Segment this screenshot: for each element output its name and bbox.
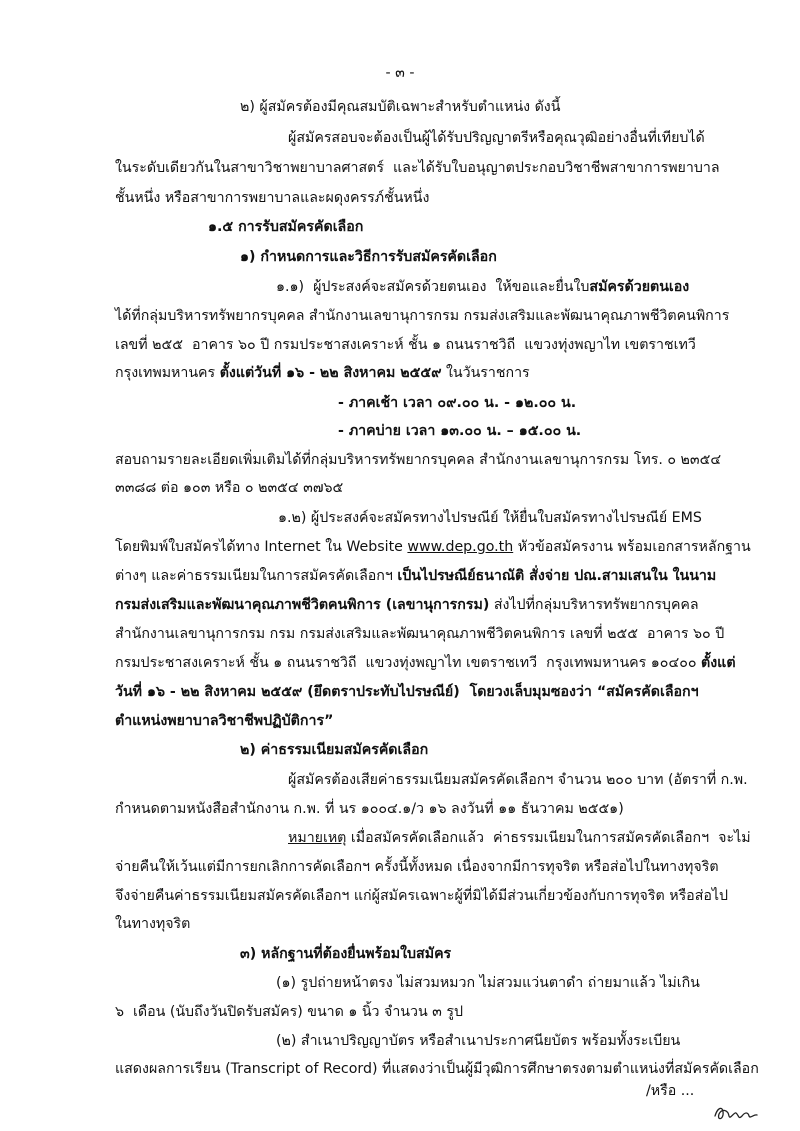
bold-text: - ภาคบ่าย เวลา ๑๓.๐๐ น. – ๑๕.๐๐ น. <box>338 423 582 439</box>
text-line <box>0 798 800 820</box>
text-line <box>0 362 800 384</box>
text-line <box>0 623 800 645</box>
text-line <box>0 885 800 907</box>
text-segment: เลขที่ ๒๕๕ อาคาร ๖๐ ปี กรมประชาสงเคราะห์ ชั้น ๑ ถนนราชวิถี แขวงทุ่งพญาไท เขตราชเทวี <box>115 337 696 353</box>
continuation-marker: /หรือ ... <box>646 1083 695 1099</box>
text-segment: ในทางทุจริต <box>115 916 191 932</box>
text-segment: ๓๓๘๘ ต่อ ๑๐๓ หรือ ๐ ๒๓๕๔ ๓๗๖๕ <box>115 480 344 496</box>
text-line <box>0 739 800 761</box>
text-line <box>0 157 800 179</box>
text-line <box>0 536 800 558</box>
text-line <box>0 246 800 268</box>
text-segment: แสดงผลการเรียน (Transcript of Record) ที่แสดงว่าเป็นผู้มีวุฒิการศึกษาตรงตามตำแหน่งที่สมัครคัดเลือก <box>115 1061 759 1077</box>
text-line <box>0 943 800 965</box>
bold-text: สมัครด้วยตนเอง <box>589 279 690 295</box>
text-segment: จ่ายคืนให้เว้นแต่มีการยกเลิกการคัดเลือกฯ ครั้งนี้ทั้งหมด เนื่องจากมีการทุจริต หรือส่อไปในทางทุจริต <box>115 859 719 875</box>
text-segment: ในระดับเดียวกันในสาขาวิชาพยาบาลศาสตร์ และได้รับใบอนุญาตประกอบวิชาชีพสาขาการพยาบาล <box>115 160 720 176</box>
bold-text: วันที่ ๑๖ - ๒๒ สิงหาคม ๒๕๕๙ (ยึดตราประทับไปรษณีย์) โดยวงเล็บมุมซองว่า “สมัครคัดเลือกฯ <box>115 684 699 700</box>
text-line <box>0 856 800 878</box>
initials-signature <box>712 1100 762 1124</box>
text-line <box>0 652 800 674</box>
bold-text: ตั้งแต่วันที่ ๑๖ - ๒๒ สิงหาคม ๒๕๕๙ <box>219 365 442 381</box>
text-line <box>0 334 800 356</box>
text-line <box>0 1030 800 1052</box>
text-segment: ๑.๒) ผู้ประสงค์จะสมัครทางไปรษณีย์ ให้ยื่นใบสมัครทางไปรษณีย์ EMS <box>278 510 702 526</box>
text-line <box>0 769 800 791</box>
text-line <box>0 972 800 994</box>
text-line <box>0 565 800 587</box>
bold-text: กรมส่งเสริมและพัฒนาคุณภาพชีวิตคนพิการ (เลขานุการกรม) <box>115 597 490 613</box>
text-line <box>0 187 800 209</box>
text-segment: ๒) ผู้สมัครต้องมีคุณสมบัติเฉพาะสำหรับตำแหน่ง ดังนี้ <box>240 99 561 115</box>
text-line <box>0 477 800 499</box>
text-segment: หัวข้อสมัครงาน พร้อมเอกสารหลักฐาน <box>513 539 751 555</box>
text-line <box>0 1058 800 1080</box>
text-segment: ต่างๆ และค่าธรรมเนียมในการสมัครคัดเลือกฯ <box>115 568 398 584</box>
text-line <box>0 710 800 732</box>
text-segment: กรุงเทพมหานคร <box>115 365 220 381</box>
text-line <box>0 681 800 703</box>
text-segment: สำนักงานเลขานุการกรม กรม กรมส่งเสริมและพัฒนาคุณภาพชีวิตคนพิการ เลขที่ ๒๕๕ อาคาร ๖๐ ปี <box>115 626 725 642</box>
text-segment: (๒) สำเนาปริญญาบัตร หรือสำเนาประกาศนียบัตร พร้อมทั้งระเบียน <box>276 1033 681 1049</box>
page-number: - ๓ - <box>385 65 415 81</box>
text-line <box>0 305 800 327</box>
text-segment: เมื่อสมัครคัดเลือกแล้ว ค่าธรรมเนียมในการสมัครคัดเลือกฯ จะไม่ <box>346 830 751 846</box>
text-segment: ๑.๑) ผู้ประสงค์จะสมัครด้วยตนเอง ให้ขอและยื่นใบ <box>276 279 590 295</box>
underlined-text: หมายเหตุ <box>288 830 347 846</box>
text-segment: ชั้นหนึ่ง หรือสาขาการพยาบาลและผดุงครรภ์ชั้นหนึ่ง <box>115 190 430 206</box>
text-segment: ส่งไปที่กลุ่มบริหารทรัพยากรบุคคล <box>489 597 699 613</box>
text-segment: ผู้สมัครต้องเสียค่าธรรมเนียมสมัครคัดเลือกฯ จำนวน ๒๐๐ บาท (อัตราที่ ก.พ. <box>288 772 748 788</box>
text-line <box>0 507 800 529</box>
text-segment: ผู้สมัครสอบจะต้องเป็นผู้ได้รับปริญญาตรีหรือคุณวุฒิอย่างอื่นที่เทียบได้ <box>288 130 705 146</box>
bold-text: ตั้งแต่ <box>701 655 736 671</box>
text-segment: สอบถามรายละเอียดเพิ่มเติมได้ที่กลุ่มบริหารทรัพยากรบุคคล สำนักงานเลขานุการกรม โทร. ๐ ๒๓๕๔ <box>115 452 722 468</box>
text-segment: ๖ เดือน (นับถึงวันปิดรับสมัคร) ขนาด ๑ นิ้ว จำนวน ๓ รูป <box>115 1004 464 1020</box>
bold-text: - ภาคเช้า เวลา ๐๙.๐๐ น. - ๑๒.๐๐ น. <box>338 395 577 411</box>
bold-text: เป็นไปรษณีย์ธนาณัติ สั่งจ่าย ปณ.สามเสนใน ในนาม <box>397 568 717 584</box>
bold-text: ๓) หลักฐานที่ต้องยื่นพร้อมใบสมัคร <box>240 946 452 962</box>
text-line <box>0 392 800 414</box>
text-line <box>0 1001 800 1023</box>
text-line <box>0 594 800 616</box>
text-line <box>0 420 800 442</box>
text-segment: กำหนดตามหนังสือสำนักงาน ก.พ. ที่ นร ๑๐๐๔.๑/ว ๑๖ ลงวันที่ ๑๑ ธันวาคม ๒๕๕๑) <box>115 801 624 817</box>
text-line <box>0 827 800 849</box>
underlined-text: www.dep.go.th <box>407 539 514 555</box>
text-segment: กรมประชาสงเคราะห์ ชั้น ๑ ถนนราชวิถี แขวงทุ่งพญาไท เขตราชเทวี กรุงเทพมหานคร ๑๐๔๐๐ <box>115 655 702 671</box>
bold-text: ๑.๕ การรับสมัครคัดเลือก <box>208 219 364 235</box>
text-segment: (๑) รูปถ่ายหน้าตรง ไม่สวมหมวก ไม่สวมแว่นตาดำ ถ่ายมาแล้ว ไม่เกิน <box>276 975 700 991</box>
bold-text: ตำแหน่งพยาบาลวิชาชีพปฏิบัติการ” <box>115 713 334 729</box>
bold-text: ๒) ค่าธรรมเนียมสมัครคัดเลือก <box>240 742 429 758</box>
text-segment: โดยพิมพ์ใบสมัครได้ทาง Internet ใน Website <box>115 539 408 555</box>
text-line <box>0 96 800 118</box>
text-line <box>0 276 800 298</box>
text-segment: จึงจ่ายคืนค่าธรรมเนียมสมัครคัดเลือกฯ แก่ผู้สมัครเฉพาะผู้ที่มิได้มีส่วนเกี่ยวข้องกับการทุจริต หรือส่อไป <box>115 888 729 904</box>
text-segment: ได้ที่กลุ่มบริหารทรัพยากรบุคคล สำนักงานเลขานุการกรม กรมส่งเสริมและพัฒนาคุณภาพชีวิตคนพิการ <box>115 308 730 324</box>
text-line <box>0 449 800 471</box>
bold-text: ๑) กำหนดการและวิธีการรับสมัครคัดเลือก <box>240 249 497 265</box>
text-line <box>0 913 800 935</box>
text-line <box>0 127 800 149</box>
text-segment: ในวันราชการ <box>441 365 530 381</box>
text-line <box>0 216 800 238</box>
